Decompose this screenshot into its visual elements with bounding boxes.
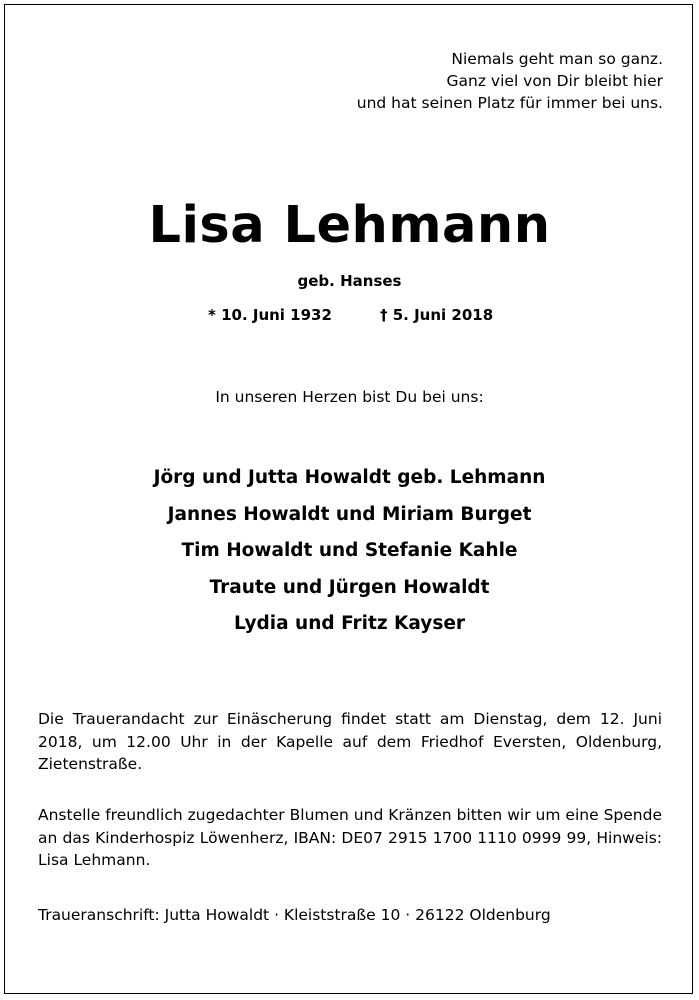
poem-line: Niemals geht man so ganz. <box>451 50 663 68</box>
mourner-entry: Traute und Jürgen Howaldt <box>209 576 490 598</box>
death-date: † 5. Juni 2018 <box>380 306 494 324</box>
poem-line: und hat seinen Platz für immer bei uns. <box>356 94 663 112</box>
intro-line: In unseren Herzen bist Du bei uns: <box>215 388 484 406</box>
mourner-entry: Tim Howaldt und Stefanie Kahle <box>181 540 518 561</box>
maiden-name: geb. Hanses <box>297 272 402 290</box>
mourner-entry: Jannes Howaldt und Miriam Burget <box>167 503 532 525</box>
birth-date: * 10. Juni 1932 <box>208 306 332 324</box>
poem <box>243 48 663 114</box>
poem-line: Ganz viel von Dir bleibt hier <box>446 72 663 90</box>
donation-notice: Anstelle freundlich zugedachter Blumen und Kränzen bitten wir um eine Spende an das Kinderhospiz Löwenherz, IBAN: DE07 2915 1700 1110 0999 99, Hinweis: Lisa Lehmann. <box>38 806 662 869</box>
mourning-address: Traueranschrift: Jutta Howaldt · Kleiststraße 10 · 26122 Oldenburg <box>38 906 551 924</box>
deceased-name: Lisa Lehmann <box>148 196 551 255</box>
mourner-entry: Jörg und Jutta Howaldt geb. Lehmann <box>153 467 546 488</box>
mourner-entry: Lydia und Fritz Kayser <box>233 613 466 634</box>
service-notice: Die Trauerandacht zur Einäscherung findet statt am Dienstag, dem 12. Juni 2018, um 12.00 Uhr in der Kapelle auf dem Friedhof Eversten, Oldenburg, Zietenstraße. <box>38 710 662 773</box>
mourners-list <box>0 460 699 643</box>
